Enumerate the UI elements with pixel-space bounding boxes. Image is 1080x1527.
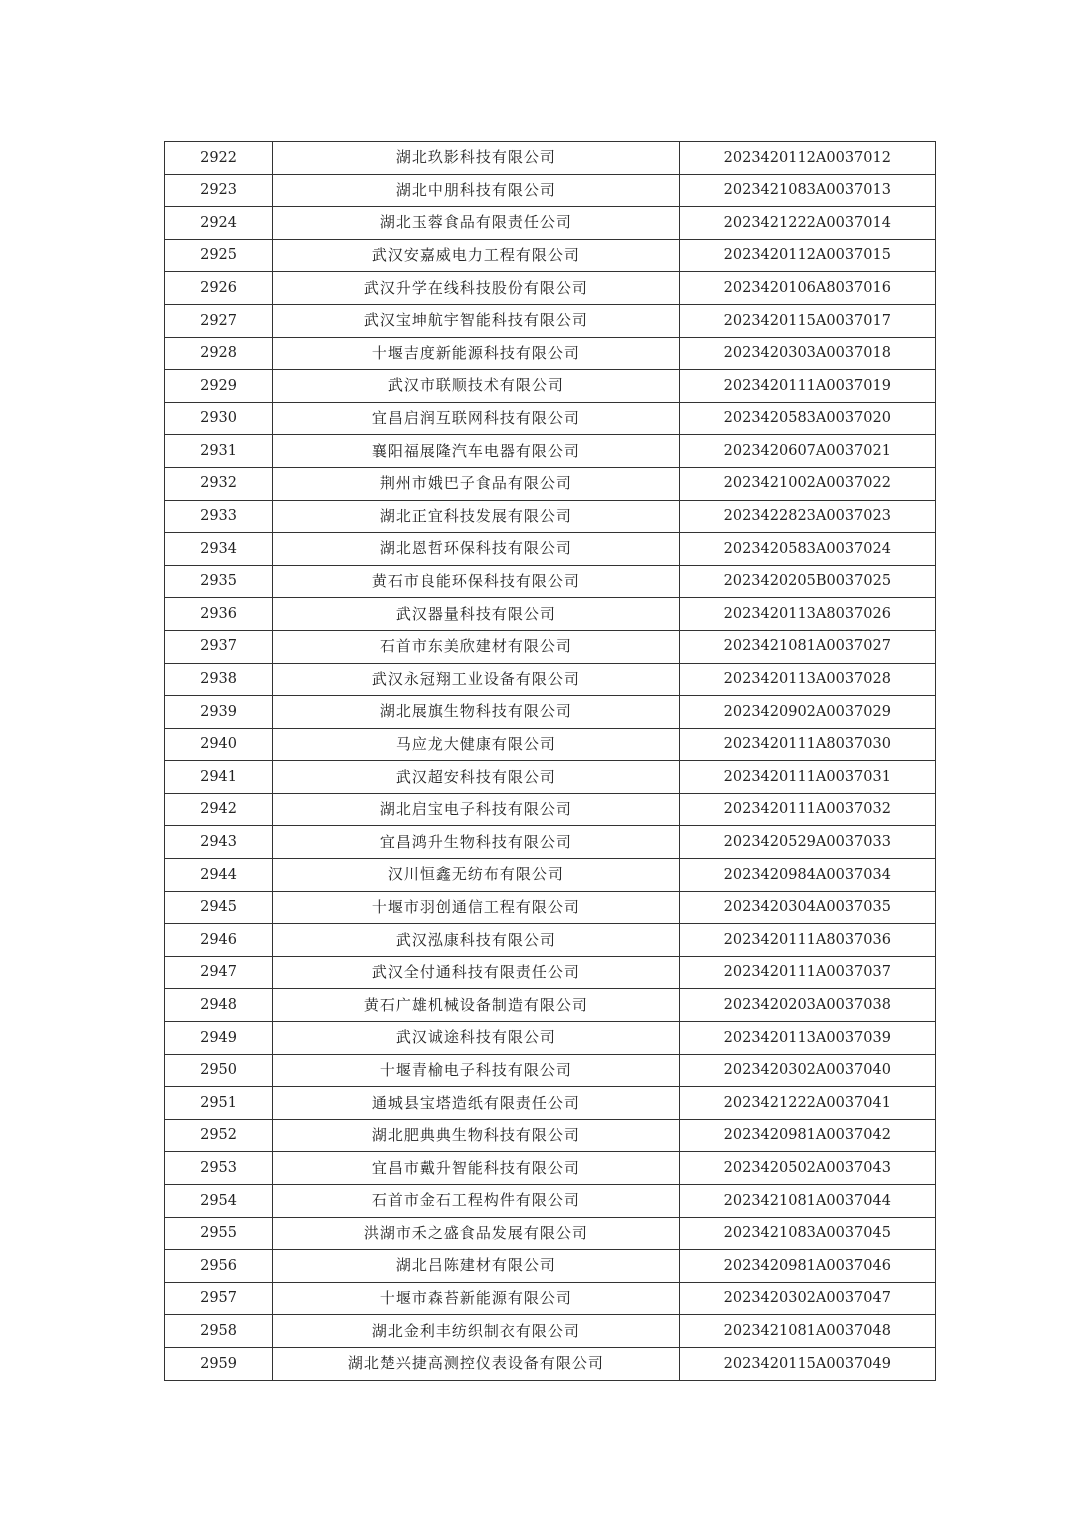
registration-code-cell: 2023420984A0037034 xyxy=(679,859,935,892)
row-number-cell: 2944 xyxy=(165,859,273,892)
row-number-cell: 2940 xyxy=(165,728,273,761)
company-name-cell: 武汉泓康科技有限公司 xyxy=(273,924,680,957)
row-number-cell: 2956 xyxy=(165,1250,273,1283)
table-row xyxy=(165,696,936,729)
table-row xyxy=(165,337,936,370)
table-row xyxy=(165,1152,936,1185)
registration-code-cell: 2023421222A0037014 xyxy=(679,207,935,240)
registration-code-cell: 2023420607A0037021 xyxy=(679,435,935,468)
registration-code-cell: 2023420112A0037012 xyxy=(679,142,935,175)
company-name-cell: 十堰吉度新能源科技有限公司 xyxy=(273,337,680,370)
table-row xyxy=(165,500,936,533)
registration-code-cell: 2023420302A0037047 xyxy=(679,1282,935,1315)
table-row xyxy=(165,533,936,566)
row-number-cell: 2925 xyxy=(165,239,273,272)
company-name-cell: 湖北肥典典生物科技有限公司 xyxy=(273,1119,680,1152)
company-name-cell: 湖北吕陈建材有限公司 xyxy=(273,1250,680,1283)
row-number-cell: 2949 xyxy=(165,1022,273,1055)
company-name-cell: 武汉诚途科技有限公司 xyxy=(273,1022,680,1055)
row-number-cell: 2930 xyxy=(165,402,273,435)
row-number-cell: 2928 xyxy=(165,337,273,370)
company-name-cell: 武汉永冠翔工业设备有限公司 xyxy=(273,663,680,696)
registration-code-cell: 2023420112A0037015 xyxy=(679,239,935,272)
registration-code-cell: 2023421222A0037041 xyxy=(679,1087,935,1120)
registration-code-cell: 2023420113A0037028 xyxy=(679,663,935,696)
row-number-cell: 2924 xyxy=(165,207,273,240)
table-row xyxy=(165,989,936,1022)
row-number-cell: 2942 xyxy=(165,793,273,826)
registration-code-cell: 2023420113A0037039 xyxy=(679,1022,935,1055)
table-row xyxy=(165,826,936,859)
table-row xyxy=(165,207,936,240)
row-number-cell: 2926 xyxy=(165,272,273,305)
registration-code-cell: 2023420583A0037020 xyxy=(679,402,935,435)
company-name-cell: 武汉市联顺技术有限公司 xyxy=(273,370,680,403)
table-row xyxy=(165,174,936,207)
table-row xyxy=(165,1315,936,1348)
registration-code-cell: 2023420115A0037017 xyxy=(679,304,935,337)
row-number-cell: 2946 xyxy=(165,924,273,957)
table-row xyxy=(165,793,936,826)
company-name-cell: 宜昌鸿升生物科技有限公司 xyxy=(273,826,680,859)
row-number-cell: 2927 xyxy=(165,304,273,337)
company-name-cell: 湖北玉蓉食品有限责任公司 xyxy=(273,207,680,240)
table-row xyxy=(165,402,936,435)
company-name-cell: 湖北恩哲环保科技有限公司 xyxy=(273,533,680,566)
row-number-cell: 2959 xyxy=(165,1347,273,1380)
row-number-cell: 2931 xyxy=(165,435,273,468)
registration-code-cell: 2023420111A0037037 xyxy=(679,956,935,989)
table-body xyxy=(165,142,936,1381)
company-name-cell: 十堰市羽创通信工程有限公司 xyxy=(273,891,680,924)
company-name-cell: 石首市金石工程构件有限公司 xyxy=(273,1185,680,1218)
table-row xyxy=(165,891,936,924)
registration-code-cell: 2023420113A8037026 xyxy=(679,598,935,631)
table-row xyxy=(165,663,936,696)
registration-code-cell: 2023420106A8037016 xyxy=(679,272,935,305)
registration-code-cell: 2023420302A0037040 xyxy=(679,1054,935,1087)
row-number-cell: 2937 xyxy=(165,630,273,663)
table-row xyxy=(165,565,936,598)
table-row xyxy=(165,859,936,892)
row-number-cell: 2932 xyxy=(165,467,273,500)
row-number-cell: 2943 xyxy=(165,826,273,859)
company-name-cell: 湖北玖影科技有限公司 xyxy=(273,142,680,175)
registration-code-cell: 2023420111A8037036 xyxy=(679,924,935,957)
registration-code-cell: 2023422823A0037023 xyxy=(679,500,935,533)
row-number-cell: 2941 xyxy=(165,761,273,794)
row-number-cell: 2945 xyxy=(165,891,273,924)
registration-code-cell: 2023420205B0037025 xyxy=(679,565,935,598)
registration-code-cell: 2023420111A0037019 xyxy=(679,370,935,403)
row-number-cell: 2958 xyxy=(165,1315,273,1348)
registration-code-cell: 2023420502A0037043 xyxy=(679,1152,935,1185)
row-number-cell: 2951 xyxy=(165,1087,273,1120)
row-number-cell: 2948 xyxy=(165,989,273,1022)
registration-code-cell: 2023420529A0037033 xyxy=(679,826,935,859)
table-row xyxy=(165,370,936,403)
registration-code-cell: 2023420111A0037031 xyxy=(679,761,935,794)
row-number-cell: 2954 xyxy=(165,1185,273,1218)
registration-code-cell: 2023421081A0037044 xyxy=(679,1185,935,1218)
table-row xyxy=(165,142,936,175)
table-row xyxy=(165,924,936,957)
company-name-cell: 通城县宝塔造纸有限责任公司 xyxy=(273,1087,680,1120)
row-number-cell: 2950 xyxy=(165,1054,273,1087)
registration-code-cell: 2023420115A0037049 xyxy=(679,1347,935,1380)
company-name-cell: 武汉全付通科技有限责任公司 xyxy=(273,956,680,989)
table-row xyxy=(165,956,936,989)
table-row xyxy=(165,1250,936,1283)
company-name-cell: 汉川恒鑫无纺布有限公司 xyxy=(273,859,680,892)
registration-code-cell: 2023420303A0037018 xyxy=(679,337,935,370)
row-number-cell: 2955 xyxy=(165,1217,273,1250)
row-number-cell: 2929 xyxy=(165,370,273,403)
company-name-cell: 湖北中朋科技有限公司 xyxy=(273,174,680,207)
company-name-cell: 宜昌市戴升智能科技有限公司 xyxy=(273,1152,680,1185)
row-number-cell: 2935 xyxy=(165,565,273,598)
row-number-cell: 2939 xyxy=(165,696,273,729)
company-name-cell: 湖北展旗生物科技有限公司 xyxy=(273,696,680,729)
registration-code-cell: 2023420203A0037038 xyxy=(679,989,935,1022)
row-number-cell: 2934 xyxy=(165,533,273,566)
company-name-cell: 武汉安嘉威电力工程有限公司 xyxy=(273,239,680,272)
table-row xyxy=(165,1347,936,1380)
row-number-cell: 2947 xyxy=(165,956,273,989)
company-name-cell: 黄石市良能环保科技有限公司 xyxy=(273,565,680,598)
row-number-cell: 2936 xyxy=(165,598,273,631)
row-number-cell: 2938 xyxy=(165,663,273,696)
company-name-cell: 武汉超安科技有限公司 xyxy=(273,761,680,794)
registration-code-cell: 2023420583A0037024 xyxy=(679,533,935,566)
company-name-cell: 马应龙大健康有限公司 xyxy=(273,728,680,761)
row-number-cell: 2922 xyxy=(165,142,273,175)
registration-code-cell: 2023421083A0037045 xyxy=(679,1217,935,1250)
company-name-cell: 湖北正宜科技发展有限公司 xyxy=(273,500,680,533)
company-name-cell: 武汉升学在线科技股份有限公司 xyxy=(273,272,680,305)
table-row xyxy=(165,1054,936,1087)
company-name-cell: 黄石广雄机械设备制造有限公司 xyxy=(273,989,680,1022)
row-number-cell: 2923 xyxy=(165,174,273,207)
company-name-cell: 石首市东美欣建材有限公司 xyxy=(273,630,680,663)
company-name-cell: 襄阳福展隆汽车电器有限公司 xyxy=(273,435,680,468)
registration-code-cell: 2023421081A0037027 xyxy=(679,630,935,663)
company-name-cell: 荆州市娥巴子食品有限公司 xyxy=(273,467,680,500)
company-name-cell: 十堰市森苔新能源有限公司 xyxy=(273,1282,680,1315)
table-row xyxy=(165,630,936,663)
table-row xyxy=(165,435,936,468)
table-row xyxy=(165,272,936,305)
company-list-table xyxy=(164,141,936,1381)
table-row xyxy=(165,304,936,337)
registration-code-cell: 2023421081A0037048 xyxy=(679,1315,935,1348)
table-row xyxy=(165,761,936,794)
company-name-cell: 湖北启宝电子科技有限公司 xyxy=(273,793,680,826)
table-row xyxy=(165,1185,936,1218)
table-row xyxy=(165,1217,936,1250)
company-name-cell: 十堰青榆电子科技有限公司 xyxy=(273,1054,680,1087)
row-number-cell: 2933 xyxy=(165,500,273,533)
table-row xyxy=(165,598,936,631)
table-row xyxy=(165,728,936,761)
row-number-cell: 2952 xyxy=(165,1119,273,1152)
company-name-cell: 湖北金利丰纺织制衣有限公司 xyxy=(273,1315,680,1348)
company-name-cell: 宜昌启润互联网科技有限公司 xyxy=(273,402,680,435)
row-number-cell: 2953 xyxy=(165,1152,273,1185)
company-name-cell: 武汉宝坤航宇智能科技有限公司 xyxy=(273,304,680,337)
company-name-cell: 武汉器量科技有限公司 xyxy=(273,598,680,631)
company-name-cell: 洪湖市禾之盛食品发展有限公司 xyxy=(273,1217,680,1250)
table-row xyxy=(165,1119,936,1152)
table-row xyxy=(165,1022,936,1055)
registration-code-cell: 2023420981A0037042 xyxy=(679,1119,935,1152)
registration-code-cell: 2023420304A0037035 xyxy=(679,891,935,924)
table-row xyxy=(165,239,936,272)
table-row xyxy=(165,1087,936,1120)
registration-code-cell: 2023420111A8037030 xyxy=(679,728,935,761)
table-row xyxy=(165,467,936,500)
registration-code-cell: 2023420981A0037046 xyxy=(679,1250,935,1283)
table-row xyxy=(165,1282,936,1315)
company-name-cell: 湖北楚兴捷高测控仪表设备有限公司 xyxy=(273,1347,680,1380)
registration-code-cell: 2023420111A0037032 xyxy=(679,793,935,826)
registration-code-cell: 2023421083A0037013 xyxy=(679,174,935,207)
row-number-cell: 2957 xyxy=(165,1282,273,1315)
registration-code-cell: 2023420902A0037029 xyxy=(679,696,935,729)
registration-code-cell: 2023421002A0037022 xyxy=(679,467,935,500)
